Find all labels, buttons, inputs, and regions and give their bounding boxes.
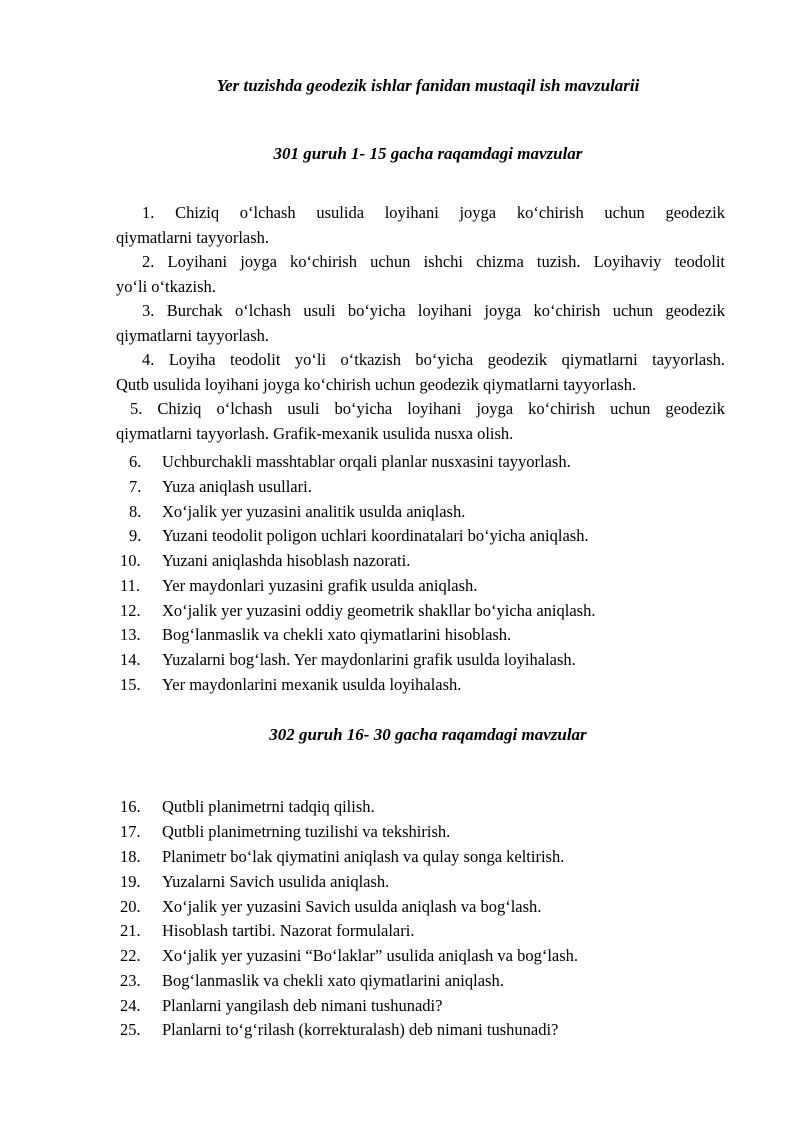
- item-number: 17.: [120, 822, 141, 841]
- item-number: 19.: [120, 872, 141, 891]
- item-text: Qutbli planimetrning tuzilishi va tekshirish.: [162, 822, 451, 841]
- item-number: 7.: [129, 477, 142, 496]
- item-text: Yer maydonlari yuzasini grafik usulda aniqlash.: [162, 576, 478, 595]
- item-text: Yuzalarni Savich usulida aniqlash.: [162, 872, 390, 891]
- list-item: [116, 348, 725, 397]
- item-text: Yer maydonlarini mexanik usulda loyihalash.: [162, 675, 462, 694]
- item-line: Qutb usulida loyihani joyga ko‘chirish uchun geodezik qiymatlarni tayyorlash.: [116, 374, 637, 394]
- item-number: 23.: [120, 971, 141, 990]
- item-text: Hisoblash tartibi. Nazorat formulalari.: [162, 921, 415, 940]
- item-line: qiymatlarni tayyorlash.: [116, 227, 270, 247]
- item-number: 8.: [129, 502, 142, 521]
- page-title: Yer tuzishda geodezik ishlar fanidan mustaqil ish mavzularii: [216, 76, 640, 95]
- item-text: Planimetr bo‘lak qiymatini aniqlash va qulay songa keltirish.: [162, 847, 565, 866]
- group-301-heading: 301 guruh 1- 15 gacha raqamdagi mavzular: [273, 144, 583, 163]
- item-number: 13.: [120, 625, 141, 644]
- list-item: [116, 397, 725, 446]
- item-line: qiymatlarni tayyorlash.: [116, 325, 270, 345]
- item-number: 21.: [120, 921, 141, 940]
- item-number: 9.: [129, 526, 142, 545]
- item-text: Yuzani teodolit poligon uchlari koordinatalari bo‘yicha aniqlash.: [162, 526, 589, 545]
- item-number: 10.: [120, 551, 141, 570]
- item-number: 6.: [129, 452, 142, 471]
- list-item: [116, 250, 725, 299]
- item-text: Planlarni to‘g‘rilash (korrekturalash) deb nimani tushunadi?: [162, 1020, 559, 1039]
- item-line: qiymatlarni tayyorlash. Grafik-mexanik usulida nusxa olish.: [116, 423, 514, 443]
- item-number: 16.: [120, 797, 141, 816]
- item-line: yo‘li o‘tkazish.: [116, 276, 216, 296]
- list-item: [116, 201, 725, 250]
- item-number: 11.: [120, 576, 141, 595]
- item-text: Yuza aniqlash usullari.: [162, 477, 312, 496]
- item-text: Bog‘lanmaslik va chekli xato qiymatlarini aniqlash.: [162, 971, 504, 990]
- item-number: 14.: [120, 650, 141, 669]
- item-line: 1. Chiziq o‘lchash usulida loyihani joyga ko‘chirish uchun geodezik: [142, 203, 725, 222]
- item-text: Qutbli planimetrni tadqiq qilish.: [162, 797, 375, 816]
- item-text: Yuzani aniqlashda hisoblash nazorati.: [162, 551, 411, 570]
- item-text: Planlarni yangilash deb nimani tushunadi?: [162, 996, 443, 1015]
- item-number: 20.: [120, 897, 141, 916]
- item-line: 2. Loyihani joyga ko‘chirish uchun ishchi chizma tuzish. Loyihaviy teodolit: [142, 252, 725, 271]
- item-number: 25.: [120, 1020, 141, 1039]
- item-text: Xo‘jalik yer yuzasini oddiy geometrik shakllar bo‘yicha aniqlash.: [162, 601, 596, 620]
- group-302-heading: 302 guruh 16- 30 gacha raqamdagi mavzular: [269, 725, 587, 744]
- item-number: 22.: [120, 946, 141, 965]
- item-line: 5. Chiziq o‘lchash usuli bo‘yicha loyihani joyga ko‘chirish uchun geodezik: [130, 399, 725, 418]
- item-number: 18.: [120, 847, 141, 866]
- item-line: 3. Burchak o‘lchash usuli bo‘yicha loyihani joyga ko‘chirish uchun geodezik: [142, 301, 725, 320]
- item-text: Uchburchakli masshtablar orqali planlar nusxasini tayyorlash.: [162, 452, 571, 471]
- item-text: Xo‘jalik yer yuzasini Savich usulda aniqlash va bog‘lash.: [162, 897, 542, 916]
- item-text: Bog‘lanmaslik va chekli xato qiymatlarini hisoblash.: [162, 625, 512, 644]
- item-text: Yuzalarni bog‘lash. Yer maydonlarini grafik usulda loyihalash.: [162, 650, 576, 669]
- list-item: [116, 299, 725, 348]
- item-number: 24.: [120, 996, 141, 1015]
- item-line: 4. Loyiha teodolit yo‘li o‘tkazish bo‘yicha geodezik qiymatlarni tayyorlash.: [142, 350, 725, 369]
- item-text: Xo‘jalik yer yuzasini analitik usulda aniqlash.: [162, 502, 466, 521]
- item-number: 12.: [120, 601, 141, 620]
- item-text: Xo‘jalik yer yuzasini “Bo‘laklar” usulida aniqlash va bog‘lash.: [162, 946, 579, 965]
- item-number: 15.: [120, 675, 141, 694]
